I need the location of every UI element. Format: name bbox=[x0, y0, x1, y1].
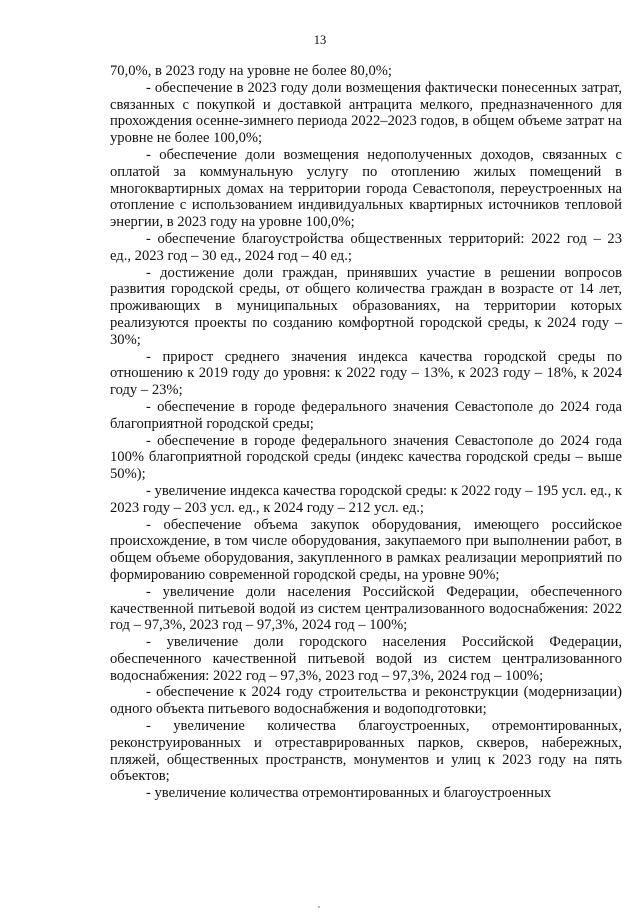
list-item-anthracite-cost: - обеспечение в 2023 году доли возмещения фактически понесенных затрат, связанных с покупкой и доставкой антрацита мелкого, предназначенного для прохождения осенне-зимнего периода 2022–2023 годов, в общем объеме затрат на уровне не более 100,0%; bbox=[110, 79, 622, 147]
list-item-russian-equipment: - обеспечение объема закупок оборудования, имеющего российское происхождение, в том числе оборудования, закупаемого при выполнении работ, в общем объеме оборудования, закупленного в рамках реализации мероприятий по формированию современной городской среды, на уровне 90%; bbox=[110, 516, 622, 583]
list-item-quality-index-increase: - увеличение индекса качества городской среды: к 2022 году – 195 усл. ед., к 2023 году – 203 усл. ед., к 2024 году – 212 усл. ед.; bbox=[110, 482, 622, 516]
list-item-favorable-environment-100: - обеспечение в городе федерального значения Севастополе до 2024 года 100% благоприятной городской среды (индекс качества городской среды – выше 50%); bbox=[110, 432, 622, 483]
list-item-favorable-environment: - обеспечение в городе федерального значения Севастополе до 2024 года благоприятной городской среды; bbox=[110, 398, 622, 432]
list-item-parks-squares: - увеличение количества благоустроенных, отремонтированных, реконструированных и отреставрированных парков, скверов, набережных, пляжей, общественных пространств, монументов и улиц к 2023 году на пять объектов; bbox=[110, 718, 622, 785]
list-item-drinking-water-urban: - увеличение доли городского населения Российской Федерации, обеспеченного качественной питьевой водой из систем централизованного водоснабжения: 2022 год – 97,3%, 2023 год – 97,3%, 2024 год – 100%; bbox=[110, 634, 622, 684]
paragraph-continuation: 70,0%, в 2023 году на уровне не более 80,0%; bbox=[110, 63, 392, 79]
document-body bbox=[110, 63, 622, 802]
list-item-public-territories: - обеспечение благоустройства общественных территорий: 2022 год – 23 ед., 2023 год – 30 ед., 2024 год – 40 ед.; bbox=[110, 230, 622, 264]
list-item-water-facility: - обеспечение к 2024 году строительства и реконструкции (модернизации) одного объекта питьевого водоснабжения и водоподготовки; bbox=[110, 684, 622, 718]
list-item-heating-income: - обеспечение доли возмещения недополученных доходов, связанных с оплатой за коммунальную услугу по отоплению жилых помещений в многоквартирных домах на территории города Севастополя, переустроенных на отопление с использованием индивидуальных квартирных источников тепловой энергии, в 2023 году на уровне 100,0%; bbox=[110, 146, 622, 231]
list-item-quality-index-growth: - прирост среднего значения индекса качества городской среды по отношению к 2019 году до уровня: к 2022 году – 13%, к 2023 году – 18%, к 2024 году – 23%; bbox=[110, 348, 622, 399]
list-item-repaired-improved: - увеличение количества отремонтированных и благоустроенных bbox=[146, 785, 552, 802]
list-item-citizen-participation: - достижение доли граждан, принявших участие в решении вопросов развития городской среды, от общего количества граждан в возрасте от 14 лет, проживающих в муниципальных образованиях, на территории которых реализуются проекты по созданию комфортной городской среды, к 2024 году – 30%; bbox=[110, 264, 622, 348]
page-number: 13 bbox=[313, 33, 327, 47]
list-item-drinking-water-population: - увеличение доли населения Российской Федерации, обеспеченного качественной питьевой водой из систем централизованного водоснабжения: 2022 год – 97,3%, 2023 год – 97,3%, 2024 год – 100%; bbox=[110, 583, 622, 634]
scan-artifact bbox=[318, 906, 320, 908]
